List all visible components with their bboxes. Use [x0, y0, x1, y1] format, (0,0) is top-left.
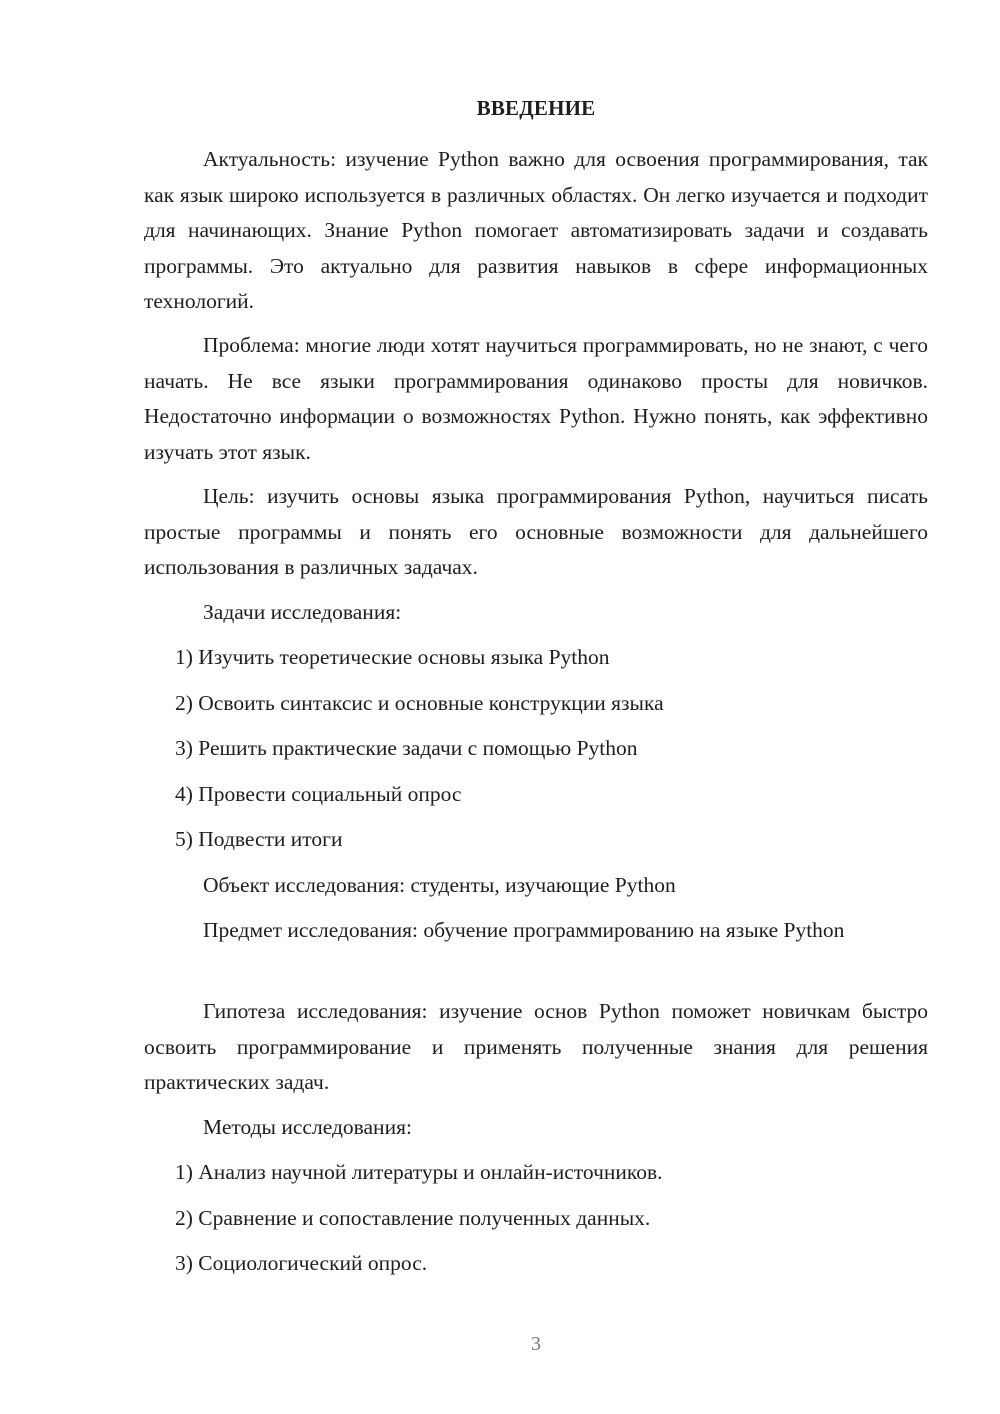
object-line: Объект исследования: студенты, изучающие Python [203, 873, 676, 897]
page-number: 3 [531, 1333, 541, 1355]
task-item-2: 2) Освоить синтаксис и основные конструкции языка [175, 691, 664, 715]
methods-title: Методы исследования: [203, 1115, 412, 1139]
task-item-4: 4) Провести социальный опрос [175, 782, 462, 806]
method-item-1: 1) Анализ научной литературы и онлайн-источников. [175, 1160, 663, 1184]
hypothesis-paragraph: Гипотеза исследования: изучение основ Python поможет новичкам быстро освоить программирование и применять полученные знания для решения практических задач. [144, 999, 928, 1094]
task-item-3: 3) Решить практические задачи с помощью Python [175, 736, 638, 760]
tasks-title: Задачи исследования: [203, 600, 402, 624]
goal-paragraph: Цель: изучить основы языка программирования Python, научиться писать простые программы и понять его основные возможности для дальнейшего использования в различных задачах. [144, 484, 928, 579]
task-item-1: 1) Изучить теоретические основы языка Python [175, 645, 610, 669]
task-item-5: 5) Подвести итоги [175, 827, 343, 851]
section-heading: ВВЕДЕНИЕ [476, 96, 596, 120]
problem-paragraph: Проблема: многие люди хотят научиться программировать, но не знают, с чего начать. Не все языки программирования одинаково просты для новичков. Недостаточно информации о возможностях Python. Нужно понять, как эффективно изучать этот язык. [144, 333, 928, 464]
relevance-paragraph: Актуальность: изучение Python важно для освоения программирования, так как язык широко используется в различных областях. Он легко изучается и подходит для начинающих. Знание Python помогает автоматизировать задачи и создавать программы. Это актуально для развития навыков в сфере информационных технологий. [144, 147, 928, 313]
subject-paragraph: Предмет исследования: обучение программированию на языке Python [203, 918, 845, 942]
method-item-3: 3) Социологический опрос. [175, 1251, 428, 1275]
method-item-2: 2) Сравнение и сопоставление полученных данных. [175, 1206, 651, 1230]
